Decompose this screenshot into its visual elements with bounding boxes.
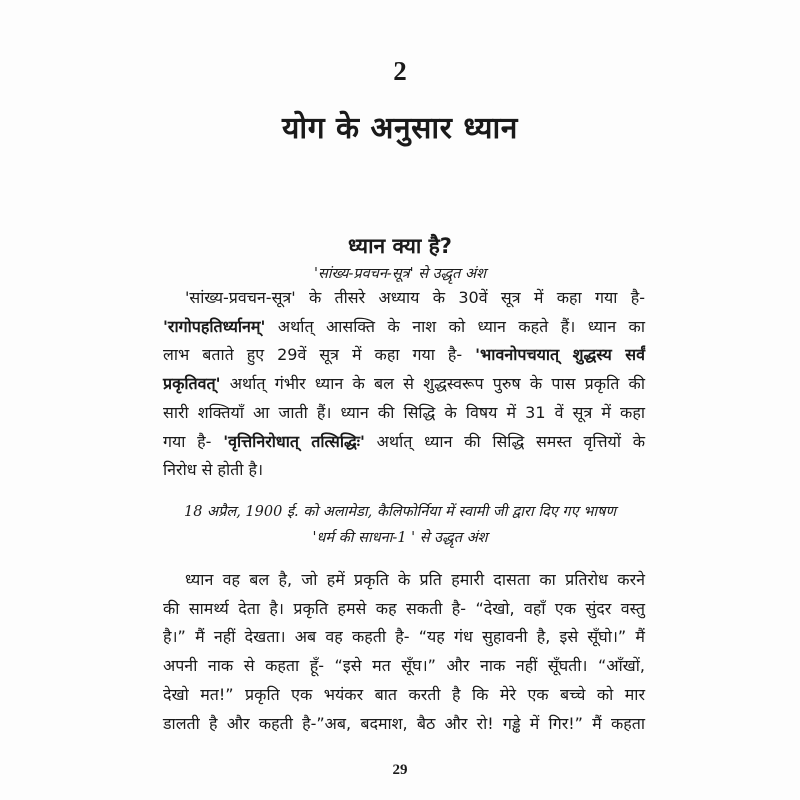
section-source-note: 'सांख्य-प्रवचन-सूत्र' से उद्धृत अंश xyxy=(314,266,486,282)
paragraph-samkhya xyxy=(163,284,645,485)
text-line: ध्यान वह बल है, जो हमें प्रकृति के प्रति हमारी दासता का प्रतिरोध करने xyxy=(185,570,645,589)
sutra-quote: 'वृत्तिनिरोधात् तत्सिद्धिः' xyxy=(223,431,365,451)
text-line xyxy=(163,428,645,457)
text-line: डालती है और कहती है-”अब, बदमाश, बैठ और रो! गड्ढे में गिर!” मैं कहता xyxy=(163,713,645,733)
text-line: की सामर्थ्य देता है। प्रकृति हमसे कह सकती है- “देखो, वहाँ एक सुंदर वस्तु xyxy=(163,598,645,618)
text-run: अर्थात् आसक्ति के नाश को ध्यान कहते हैं। ध्यान का xyxy=(265,316,645,336)
chapter-number: 2 xyxy=(393,56,407,86)
text-line: अपनी नाक से कहता हूँ- “इसे मत सूँघ।” और नाक नहीं सूँघती। “आँखों, xyxy=(163,656,645,676)
text-run: सारी शक्तियाँ आ जाती हैं। ध्यान की सिद्धि के विषय में 31 वें सूत्र में कहा xyxy=(163,402,645,422)
speech-note-line-1: 18 अप्रैल, 1900 ई. को अलामेडा, कैलिफोर्निया में स्वामी जी द्वारा दिए गए भाषण xyxy=(183,504,617,520)
sutra-quote: 'रागोपहतिर्ध्यानम्' xyxy=(163,316,266,336)
speech-note-line-2: 'धर्म की साधना-1 ' से उद्धृत अंश xyxy=(312,530,488,546)
text-line xyxy=(163,370,645,399)
sutra-quote: 'भावनोपचयात् शुद्धस्य सर्वं xyxy=(475,345,645,365)
text-line xyxy=(163,456,645,485)
text-run: अर्थात् गंभीर ध्यान के बल से शुद्धस्वरूप पुरुष के पास प्रकृति की xyxy=(220,374,645,394)
paragraph-meditation-power xyxy=(163,566,645,738)
text-run: गया है- xyxy=(163,431,224,451)
text-line xyxy=(163,399,645,428)
text-line xyxy=(163,341,645,370)
text-line xyxy=(163,284,645,313)
text-line xyxy=(163,313,645,342)
page-number: 29 xyxy=(392,762,408,778)
text-run: अर्थात् ध्यान की सिद्धि समस्त वृत्तियों के xyxy=(364,431,645,451)
text-line: है।” मैं नहीं देखता। अब वह कहती है- “यह गंध सुहावनी है, इसे सूँघो।” मैं xyxy=(163,627,645,647)
section-title: ध्यान क्या है? xyxy=(348,234,452,258)
text-run: निरोध से होती है। xyxy=(163,460,264,480)
text-line: देखो मत!” प्रकृति एक भयंकर बात करती है कि मेरे एक बच्चे को मार xyxy=(163,684,645,704)
text-run: 'सांख्य-प्रवचन-सूत्र' के तीसरे अध्याय के 30वें सूत्र में कहा गया है- xyxy=(185,288,645,307)
text-run: लाभ बताते हुए 29वें सूत्र में कहा गया है- xyxy=(163,345,476,365)
sutra-quote: प्रकृतिवत्' xyxy=(163,374,221,394)
chapter-title: योग के अनुसार ध्यान xyxy=(282,111,518,146)
